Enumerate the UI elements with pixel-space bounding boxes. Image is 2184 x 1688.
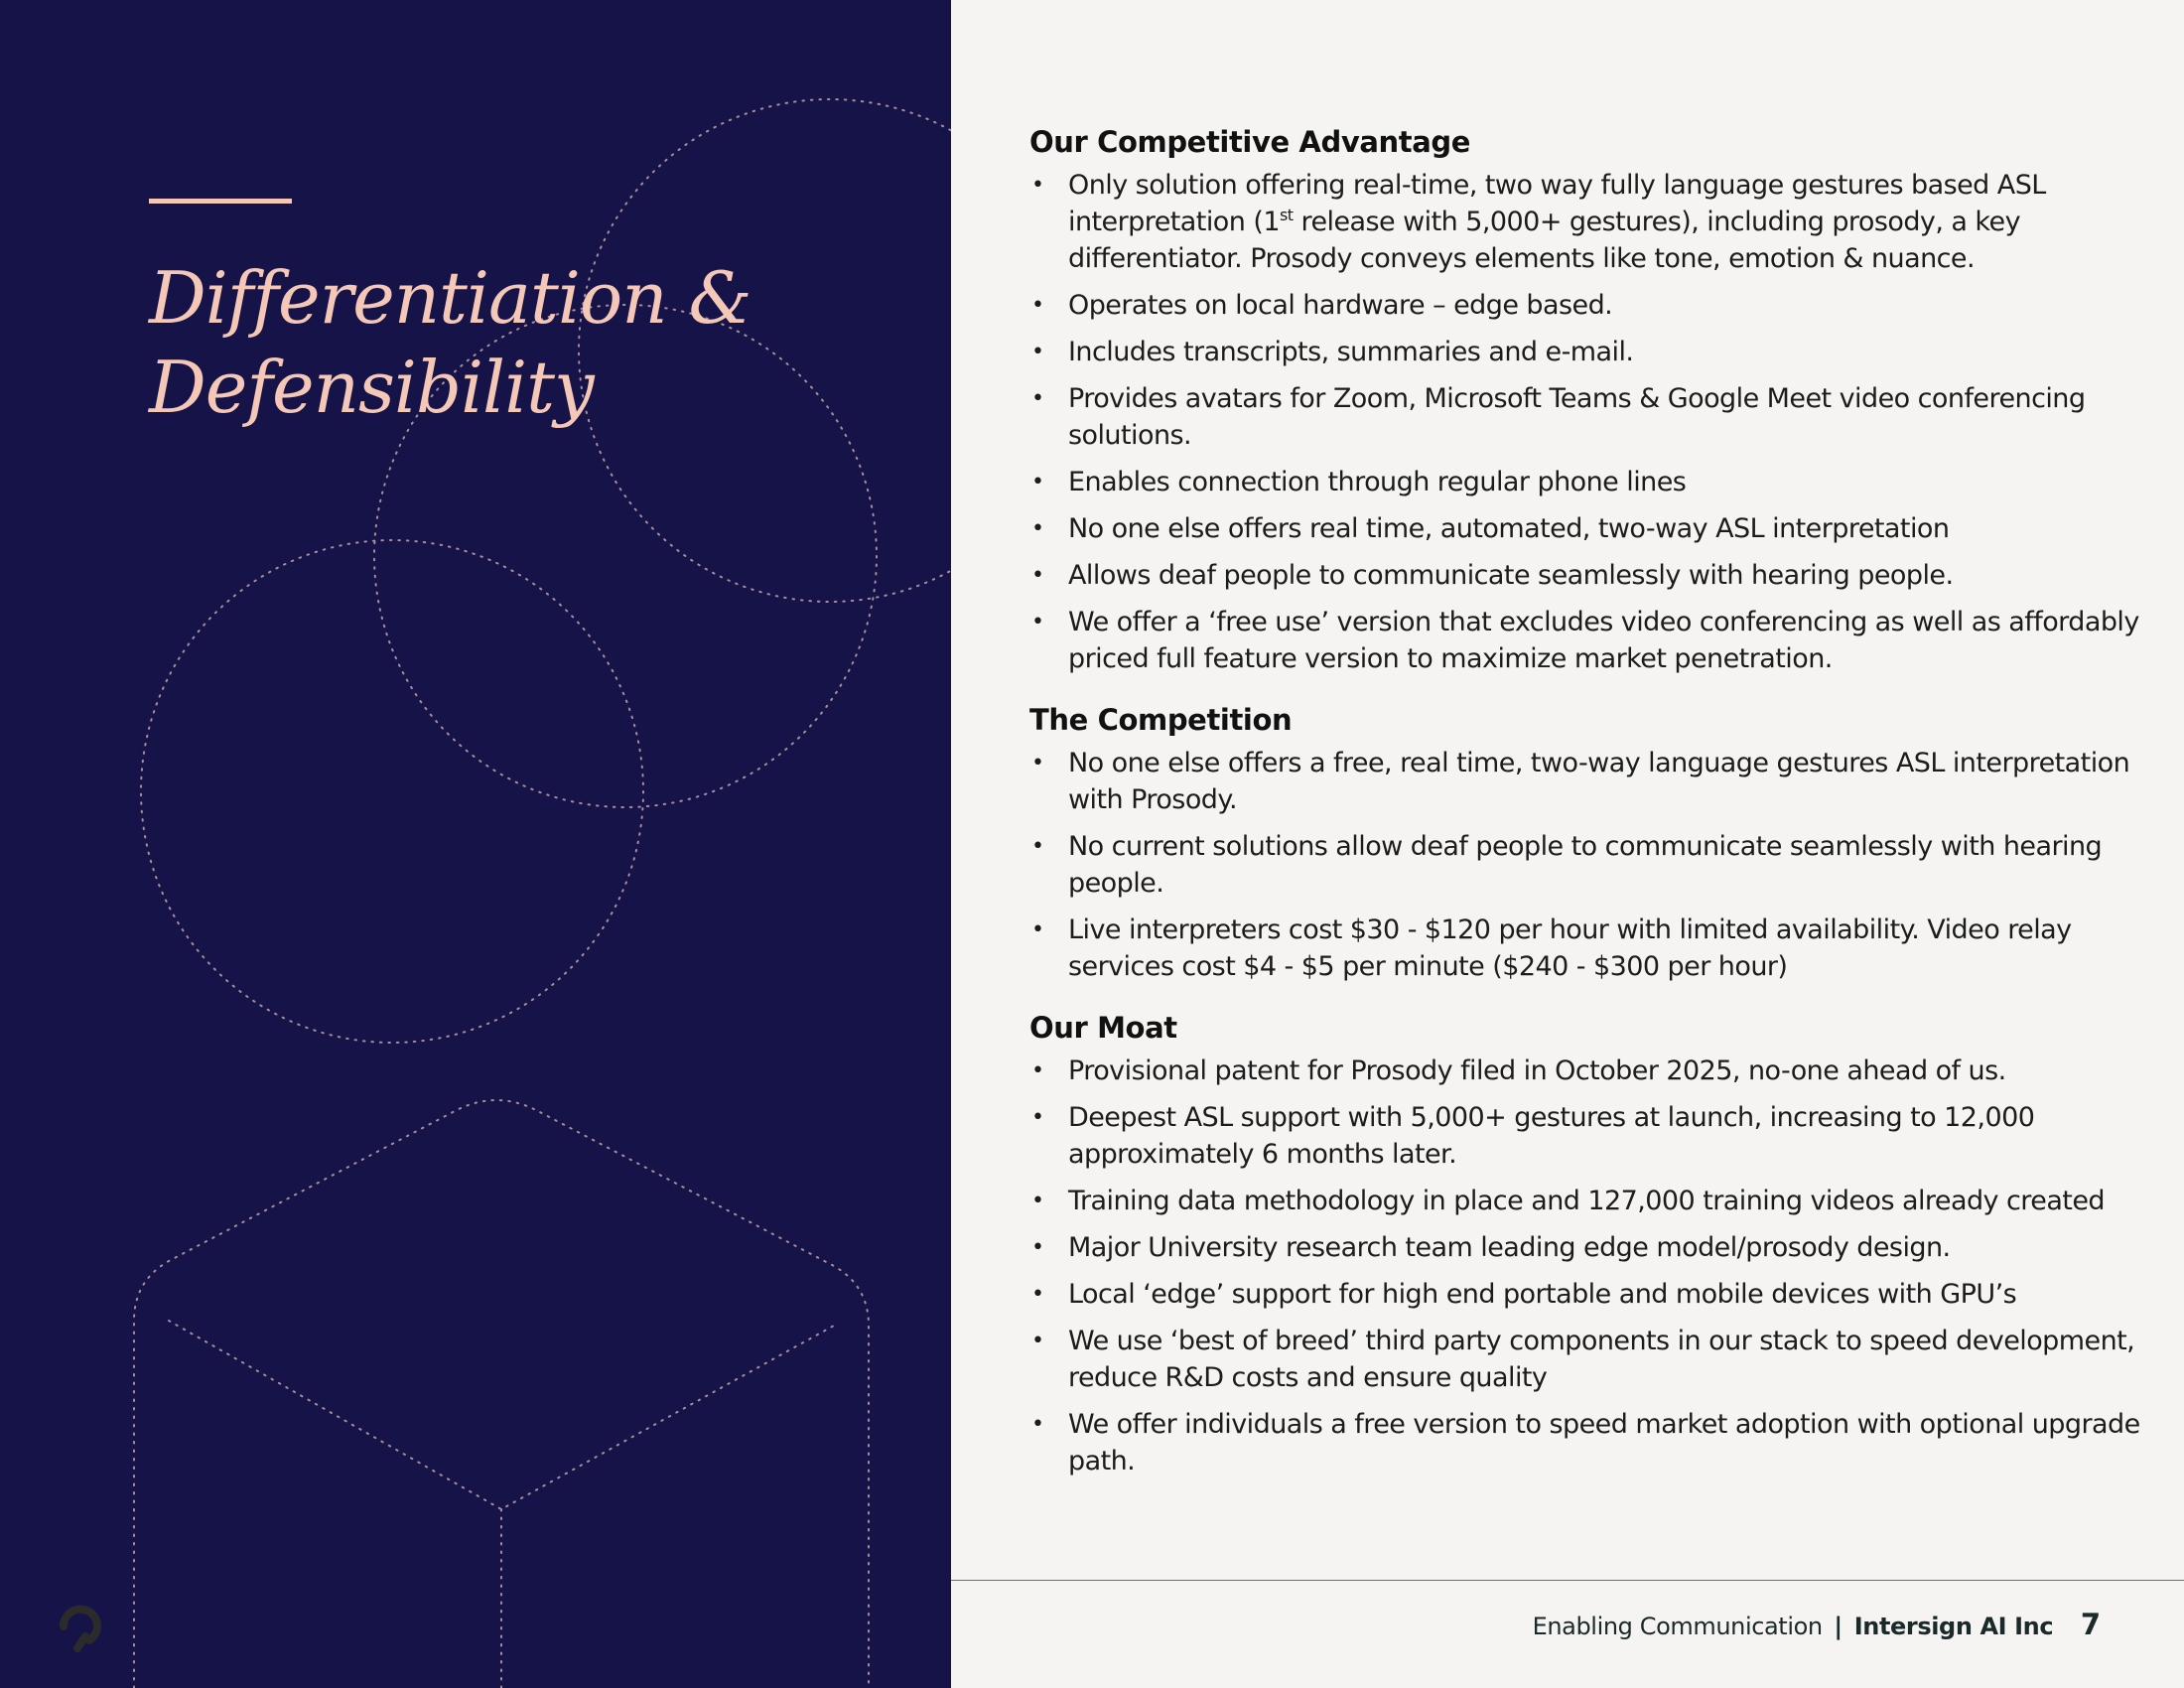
list-item-text: No current solutions allow deaf people to communicate seamlessly with hearing people. bbox=[1068, 831, 2103, 899]
list-item-text: Training data methodology in place and 127,000 training videos already created bbox=[1068, 1186, 2105, 1216]
list-item bbox=[1029, 828, 2151, 902]
list-item-text: Local ‘edge’ support for high end portable and mobile devices with GPU’s bbox=[1068, 1279, 2017, 1310]
section-heading-competition: The Competition bbox=[1029, 703, 1293, 737]
deco-circle-lower bbox=[141, 540, 643, 1043]
list-item bbox=[1029, 1323, 2151, 1396]
list-item bbox=[1029, 912, 2151, 985]
bullet-icon: • bbox=[1031, 1058, 1044, 1083]
list-item-text: Operates on local hardware – edge based. bbox=[1068, 290, 1613, 321]
list-item bbox=[1029, 1183, 2151, 1219]
superscript-text: st bbox=[1279, 206, 1294, 224]
slide-title-line-1: Differentiation & bbox=[149, 256, 751, 340]
list-item bbox=[1029, 1406, 2151, 1479]
bullet-icon: • bbox=[1031, 386, 1044, 411]
list-item-text: Major University research team leading edge model/prosody design. bbox=[1068, 1232, 1951, 1263]
list-item-text: We use ‘best of breed’ third party components in our stack to speed development, reduce R&D costs and ensure quality bbox=[1068, 1326, 2135, 1393]
list-item bbox=[1029, 287, 2151, 324]
list-item-text: No one else offers real time, automated, two-way ASL interpretation bbox=[1068, 513, 1950, 544]
list-item bbox=[1029, 557, 2151, 594]
section-heading-competitive-advantage: Our Competitive Advantage bbox=[1029, 125, 1471, 159]
bullet-icon: • bbox=[1031, 516, 1044, 541]
footer-tagline: Enabling Communication bbox=[1532, 1613, 1823, 1640]
bullet-icon: • bbox=[1031, 1189, 1044, 1213]
bullet-icon: • bbox=[1031, 610, 1044, 634]
slide-title bbox=[149, 253, 751, 432]
footer bbox=[1533, 1605, 2101, 1646]
list-item bbox=[1029, 1229, 2151, 1266]
moat-list bbox=[1029, 1053, 2151, 1479]
bullet-icon: • bbox=[1031, 470, 1044, 494]
list-item bbox=[1029, 1276, 2151, 1313]
content-column bbox=[1029, 121, 2151, 1479]
page-number: 7 bbox=[2080, 1608, 2101, 1641]
list-item-text: Includes transcripts, summaries and e-mail. bbox=[1068, 337, 1634, 367]
title-accent-line bbox=[149, 199, 292, 204]
bullet-icon: • bbox=[1031, 340, 1044, 364]
list-item-text: Only solution offering real-time, two way fully language gestures based ASL interpretation (1 bbox=[1068, 170, 2046, 237]
list-item bbox=[1029, 1053, 2151, 1089]
list-item bbox=[1029, 604, 2151, 677]
bullet-icon: • bbox=[1031, 1282, 1044, 1307]
list-item bbox=[1029, 380, 2151, 454]
bullet-icon: • bbox=[1031, 917, 1044, 942]
bullet-icon: • bbox=[1031, 1105, 1044, 1130]
list-item-text: Enables connection through regular phone lines bbox=[1068, 467, 1687, 497]
bullet-icon: • bbox=[1031, 293, 1044, 318]
logo-mark-icon bbox=[56, 1603, 105, 1652]
list-item-text: Allows deaf people to communicate seamlessly with hearing people. bbox=[1068, 560, 1954, 591]
list-item-text: Provisional patent for Prosody filed in October 2025, no-one ahead of us. bbox=[1068, 1055, 2006, 1086]
bullet-icon: • bbox=[1031, 834, 1044, 859]
list-item bbox=[1029, 745, 2151, 818]
list-item bbox=[1029, 464, 2151, 500]
bullet-icon: • bbox=[1031, 563, 1044, 588]
list-item bbox=[1029, 1099, 2151, 1173]
deco-cube-inner bbox=[169, 1321, 834, 1688]
bullet-icon: • bbox=[1031, 173, 1044, 198]
list-item-text: We offer individuals a free version to speed market adoption with optional upgrade path. bbox=[1068, 1409, 2140, 1477]
list-item-text: Deepest ASL support with 5,000+ gestures at launch, increasing to 12,000 approximately 6 months later. bbox=[1068, 1102, 2035, 1170]
left-panel bbox=[0, 0, 951, 1688]
footer-separator: | bbox=[1834, 1613, 1843, 1640]
competition-list bbox=[1029, 745, 2151, 985]
bullet-icon: • bbox=[1031, 1329, 1044, 1353]
list-item bbox=[1029, 334, 2151, 370]
footer-divider bbox=[951, 1580, 2184, 1581]
section-heading-moat: Our Moat bbox=[1029, 1011, 1177, 1045]
bullet-icon: • bbox=[1031, 1235, 1044, 1260]
deco-cube-outline bbox=[134, 1100, 869, 1688]
list-item-text: release with 5,000+ gestures), including prosody, a key differentiator. Prosody conveys elements like tone, emotion & nuance. bbox=[1068, 207, 2021, 274]
list-item-text: We offer a ‘free use’ version that excludes video conferencing as well as affordably priced full feature version to maximize market penetration. bbox=[1068, 607, 2139, 674]
bullet-icon: • bbox=[1031, 1412, 1044, 1437]
list-item-text: Live interpreters cost $30 - $120 per hour with limited availability. Video relay services cost $4 - $5 per minute ($240 - $300 per hour) bbox=[1068, 914, 2072, 982]
list-item bbox=[1029, 167, 2151, 277]
list-item bbox=[1029, 510, 2151, 547]
list-item-text: Provides avatars for Zoom, Microsoft Teams & Google Meet video conferencing solutions. bbox=[1068, 383, 2086, 451]
list-item-text: No one else offers a free, real time, two-way language gestures ASL interpretation with Prosody. bbox=[1068, 748, 2130, 815]
slide-title-line-2: Defensibility bbox=[149, 346, 594, 429]
competitive-advantage-list bbox=[1029, 167, 2151, 677]
footer-company-name: Intersign AI Inc bbox=[1853, 1613, 2054, 1640]
bullet-icon: • bbox=[1031, 751, 1044, 775]
right-panel bbox=[951, 0, 2184, 1688]
